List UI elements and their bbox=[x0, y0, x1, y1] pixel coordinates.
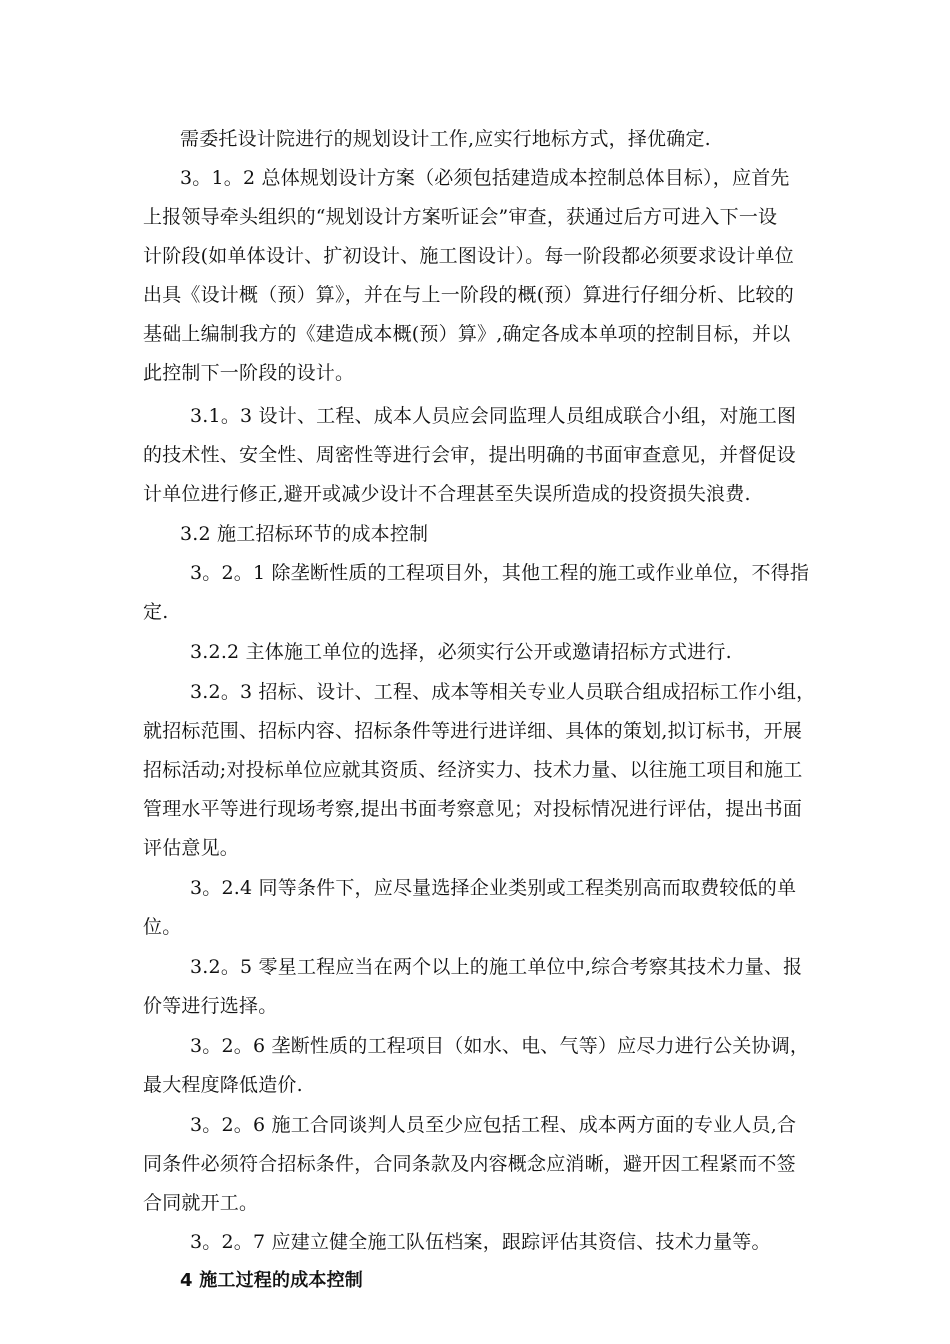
text-line-9: 的技术性、安全性、周密性等进行会审，提出明确的书面审查意见，并督促设 bbox=[143, 444, 796, 466]
text-line-18: 管理水平等进行现场考察,提出书面考察意见；对投标情况进行评估，提出书面 bbox=[143, 798, 803, 820]
text-line-23: 价等进行选择。 bbox=[143, 995, 278, 1017]
text-line-4: 计阶段(如单体设计、扩初设计、施工图设计）。每一阶段都必须要求设计单位 bbox=[143, 245, 794, 267]
text-line-14: 3.2.2 主体施工单位的选择，必须实行公开或邀请招标方式进行. bbox=[190, 641, 732, 663]
text-line-24: 3。2。6 垄断性质的工程项目（如水、电、气等）应尽力进行公关协调， bbox=[190, 1035, 810, 1057]
text-line-27: 同条件必须符合招标条件，合同条款及内容概念应消晰，避开因工程紧而不签 bbox=[143, 1153, 796, 1175]
text-line-10: 计单位进行修正,避开或减少设计不合理甚至失误所造成的投资损失浪费. bbox=[143, 483, 751, 505]
section-heading-3-2: 3.2 施工招标环节的成本控制 bbox=[180, 523, 429, 545]
text-line-3: 上报领导牵头组织的“规划设计方案听证会”审查，获通过后方可进入下一设 bbox=[143, 206, 778, 228]
text-line-7: 此控制下一阶段的设计。 bbox=[143, 362, 355, 384]
text-line-2: 3。1。2 总体规划设计方案（必须包括建造成本控制总体目标），应首先 bbox=[180, 167, 790, 189]
text-line-29: 3。2。7 应建立健全施工队伍档案，跟踪评估其资信、技术力量等。 bbox=[190, 1231, 771, 1253]
text-line-22: 3.2。5 零星工程应当在两个以上的施工单位中,综合考察其技术力量、报 bbox=[190, 956, 803, 978]
text-line-26: 3。2。6 施工合同谈判人员至少应包括工程、成本两方面的专业人员,合 bbox=[190, 1114, 797, 1136]
text-line-20: 3。2.4 同等条件下，应尽量选择企业类别或工程类别高而取费较低的单 bbox=[190, 877, 797, 899]
text-line-25: 最大程度降低造价. bbox=[143, 1074, 303, 1096]
text-line-17: 招标活动;对投标单位应就其资质、经济实力、技术力量、以往施工项目和施工 bbox=[143, 759, 803, 781]
text-line-13: 定. bbox=[143, 601, 169, 623]
text-line-28: 合同就开工。 bbox=[143, 1192, 259, 1214]
text-line-21: 位。 bbox=[143, 916, 182, 938]
text-line-15: 3.2。3 招标、设计、工程、成本等相关专业人员联合组成招标工作小组， bbox=[190, 681, 816, 703]
text-line-16: 就招标范围、招标内容、招标条件等进行进详细、具体的策划,拟订标书，开展 bbox=[143, 720, 803, 742]
text-line-12: 3。2。1 除垄断性质的工程项目外，其他工程的施工或作业单位，不得指 bbox=[190, 562, 810, 584]
text-line-8: 3.1。3 设计、工程、成本人员应会同监理人员组成联合小组，对施工图 bbox=[190, 405, 797, 427]
section-heading-4: 4 施工过程的成本控制 bbox=[180, 1270, 363, 1291]
text-line-1: 需委托设计院进行的规划设计工作,应实行地标方式，择优确定. bbox=[180, 128, 711, 150]
text-line-19: 评估意见。 bbox=[143, 837, 240, 859]
text-line-6: 基础上编制我方的《建造成本概(预）算》,确定各成本单项的控制目标，并以 bbox=[143, 323, 791, 345]
text-line-5: 出具《设计概（预）算》，并在与上一阶段的概(预）算进行仔细分析、比较的 bbox=[143, 284, 794, 306]
